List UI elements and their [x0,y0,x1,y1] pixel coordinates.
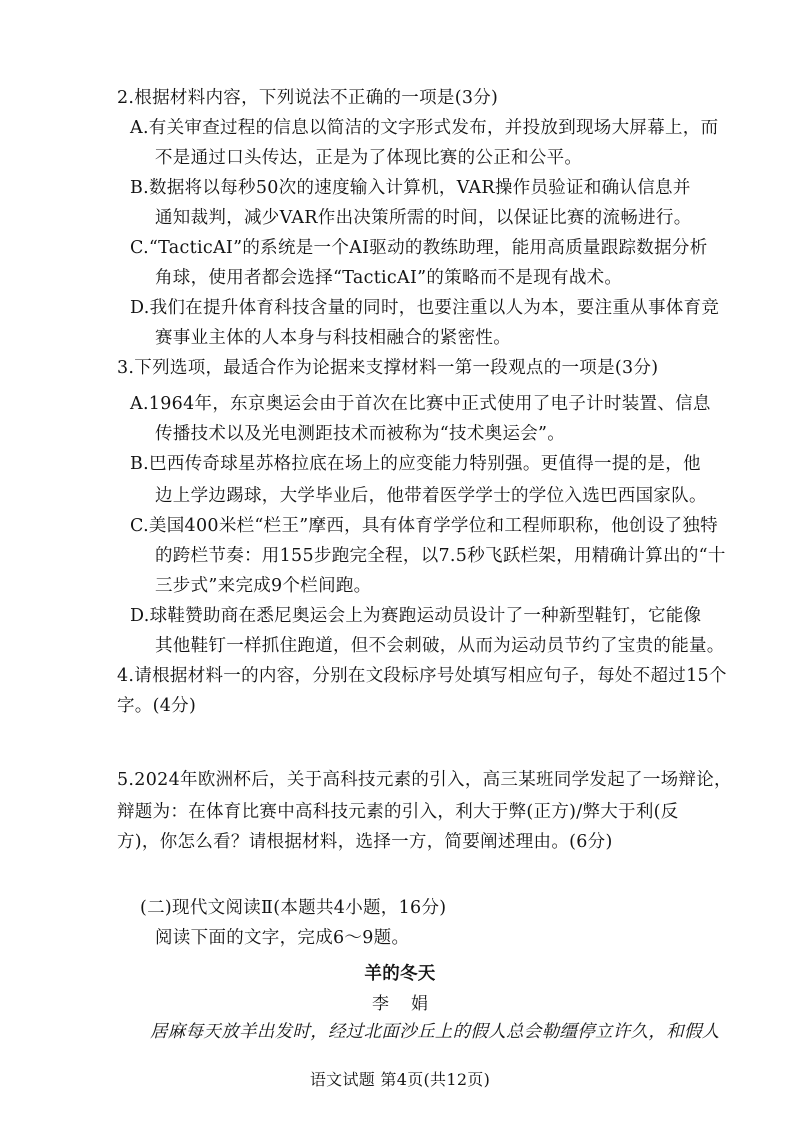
q2-stem: 2.根据材料内容，下列说法不正确的一项是(3分) [117,88,499,108]
page-footer: 语文试题 第4页(共12页) [309,1070,491,1089]
q5-stem-cont2: 方)，你怎么看？请根据材料，选择一方，简要阐述理由。(6分) [117,832,613,852]
q2-option-c: C.“TacticAI”的系统是一个AI驱动的教练助理，能用高质量跟踪数据分析 [130,238,708,258]
q3-option-b-cont: 边上学边踢球，大学毕业后，他带着医学学士的学位入选巴西国家队。 [155,486,707,506]
q2-option-b: B.数据将以每秒50次的速度输入计算机，VAR操作员验证和确认信息并 [130,178,691,198]
q2-option-b-cont: 通知裁判，减少VAR作出决策所需的时间，以保证比赛的流畅进行。 [155,208,692,228]
q3-option-c-cont2: 三步式”来完成9个栏间跑。 [155,576,372,596]
q3-stem: 3.下列选项，最适合作为论据来支撑材料一第一段观点的一项是(3分) [117,358,659,378]
q3-option-c: C.美国400米栏“栏王”摩西，具有体育学学位和工程师职称，他创设了独特 [130,516,718,536]
q4-stem: 4.请根据材料一的内容，分别在文段标序号处填写相应句子，每处不超过15个 [117,666,727,686]
q2-option-a: A.有关审查过程的信息以简洁的文字形式发布，并投放到现场大屏幕上，而 [130,118,719,138]
q2-option-d-cont: 赛事业主体的人本身与科技相融合的紧密性。 [155,328,511,348]
q3-option-b: B.巴西传奇球星苏格拉底在场上的应变能力特别强。更值得一提的是，他 [130,454,701,474]
article-first-line: 居麻每天放羊出发时，经过北面沙丘上的假人总会勒缰停立许久，和假人 [150,1022,720,1042]
q5-stem: 5.2024年欧洲杯后，关于高科技元素的引入，高三某班同学发起了一场辩论， [117,770,732,790]
q2-option-d: D.我们在提升体育科技含量的同时，也要注重以人为本，要注重从事体育竞 [130,298,720,318]
q3-option-a-cont: 传播技术以及光电测距技术而被称为“技术奥运会”。 [155,424,566,444]
q3-option-c-cont: 的跨栏节奏：用155步跑完全程，以7.5秒飞跃栏架，用精确计算出的“十 [155,546,726,566]
article-author: 李娟 [372,994,450,1014]
section-heading: (二)现代文阅读Ⅱ(本题共4小题，16分) [140,898,447,918]
q3-option-d: D.球鞋赞助商在悉尼奥运会上为赛跑运动员设计了一种新型鞋钉，它能像 [130,606,702,626]
q3-option-d-cont: 其他鞋钉一样抓住跑道，但不会刺破，从而为运动员节约了宝贵的能量。 [155,636,725,656]
q2-option-a-cont: 不是通过口头传达，正是为了体现比赛的公正和公平。 [155,148,583,168]
q5-stem-cont: 辩题为：在体育比赛中高科技元素的引入，利大于弊(正方)/弊大于利(反 [117,802,679,822]
section-instruction: 阅读下面的文字，完成6～9题。 [155,928,410,948]
q3-option-a: A.1964年，东京奥运会由于首次在比赛中正式使用了电子计时装置、信息 [130,394,711,414]
q2-option-c-cont: 角球，使用者都会选择“TacticAI”的策略而不是现有战术。 [155,268,623,288]
article-title: 羊的冬天 [364,964,436,984]
q4-stem-cont: 字。(4分) [117,696,197,716]
